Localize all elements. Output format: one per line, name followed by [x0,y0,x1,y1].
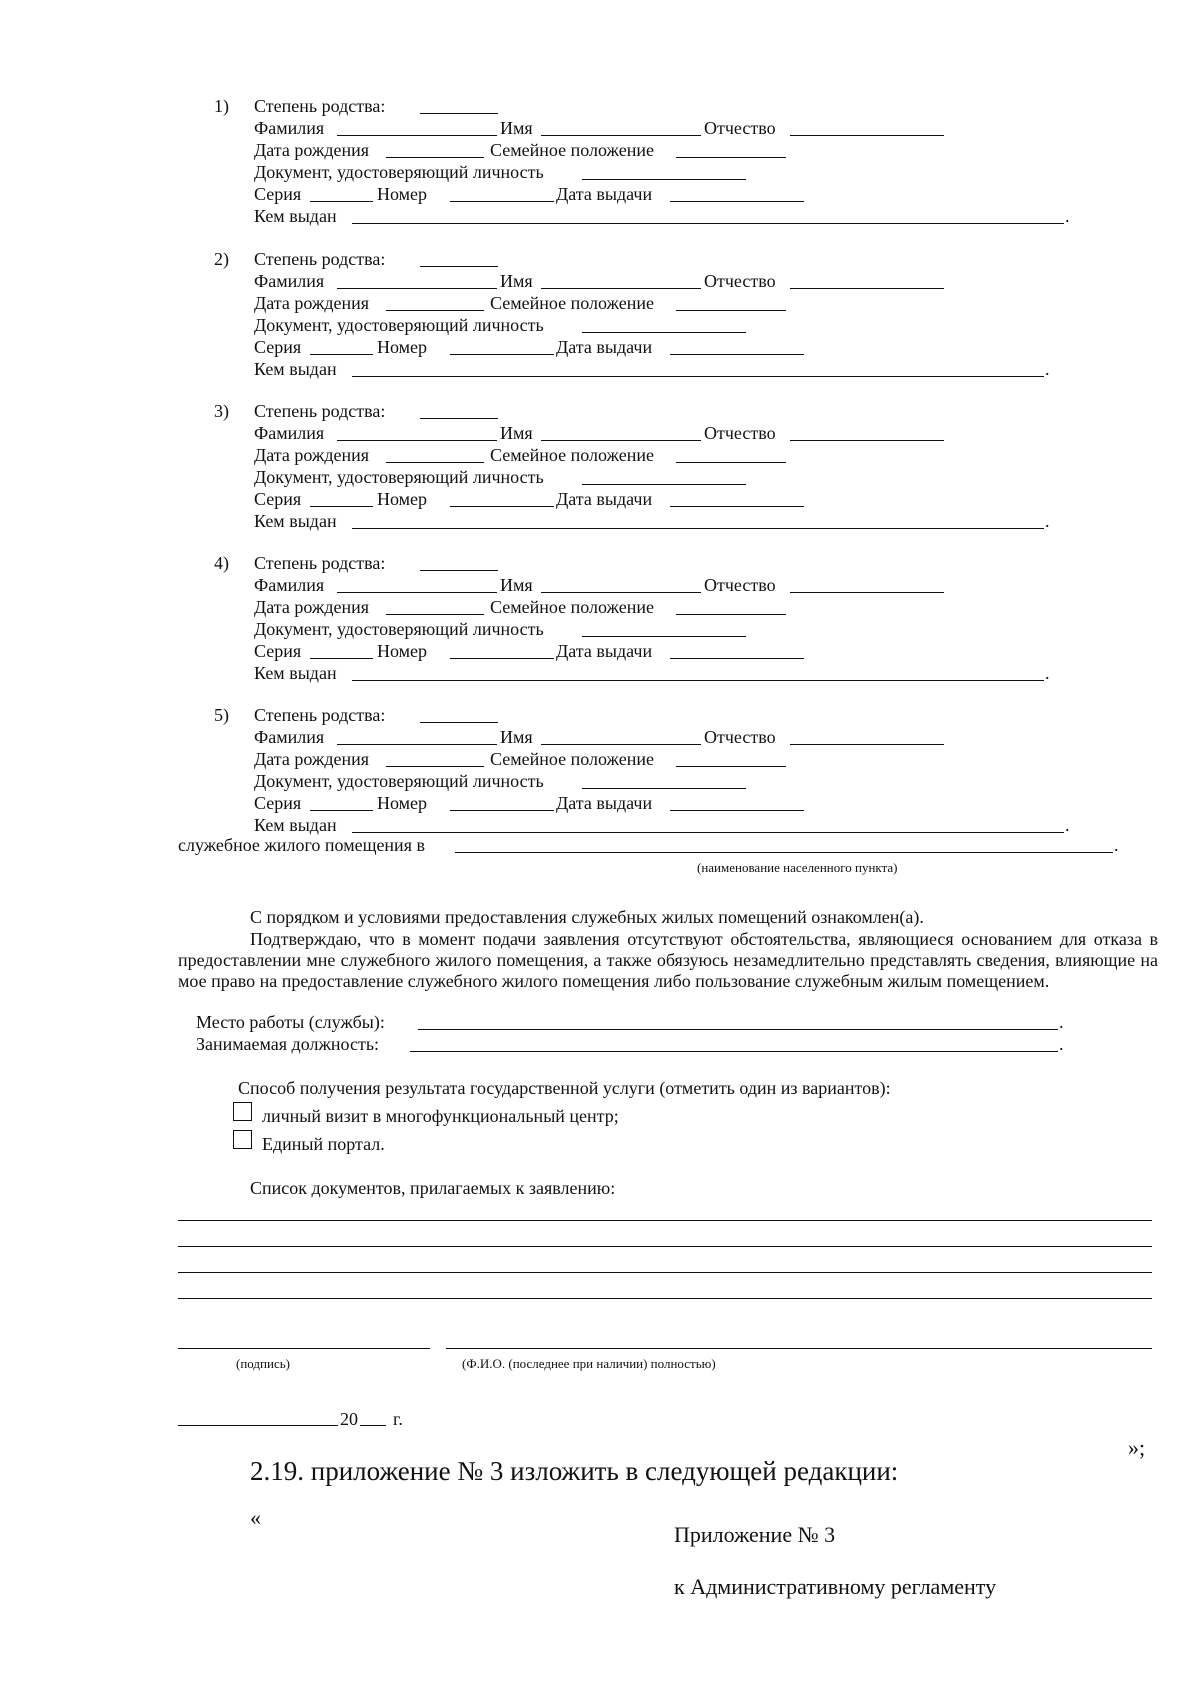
issue-date-field[interactable] [670,354,804,355]
name-field[interactable] [541,288,701,289]
year-suffix: г. [393,1409,403,1429]
number-field[interactable] [450,658,554,659]
issued-by-field[interactable] [352,528,1044,529]
series-field[interactable] [310,658,373,659]
birth-date-field[interactable] [386,766,484,767]
birth-date-label: Дата рождения [254,445,370,465]
relationship-field[interactable] [420,266,498,267]
issue-date-label: Дата выдачи [556,793,653,813]
patronymic-label: Отчество [704,118,776,138]
name-label: Имя [500,118,533,138]
name-field[interactable] [541,744,701,745]
number-field[interactable] [450,810,554,811]
birth-date-label: Дата рождения [254,293,370,313]
name-label: Имя [500,727,533,747]
patronymic-field[interactable] [790,592,944,593]
method-title: Способ получения результата государственной услуги (отметить один из вариантов): [238,1078,891,1098]
relationship-label: Степень родства: [254,705,386,725]
name-field[interactable] [541,135,701,136]
identity-document-field[interactable] [582,788,746,789]
signature-field[interactable] [178,1348,430,1349]
issue-date-label: Дата выдачи [556,337,653,357]
identity-document-label: Документ, удостоверяющий личность [254,467,544,487]
relationship-field[interactable] [420,418,498,419]
birth-date-label: Дата рождения [254,749,370,769]
line-end-period: . [1045,359,1050,379]
relationship-label: Степень родства: [254,553,386,573]
patronymic-field[interactable] [790,744,944,745]
position-field[interactable] [410,1051,1058,1052]
patronymic-label: Отчество [704,575,776,595]
consent-paragraph-2: Подтверждаю, что в момент подачи заявления отсутствуют обстоятельства, являющиеся основанием для отказа в предоставлении мне служебного жилого помещения, а также обязуюсь незамедлительно представлять сведения, влияющие на мое право на предоставление служебного жилого помещения либо пользование служебным жилым помещением. [178,929,1158,991]
identity-document-field[interactable] [582,332,746,333]
series-label: Серия [254,641,302,661]
regulation-label: к Административному регламенту [674,1574,997,1599]
series-label: Серия [254,337,302,357]
marital-status-field[interactable] [676,310,786,311]
identity-document-label: Документ, удостоверяющий личность [254,771,544,791]
marital-status-label: Семейное положение [490,293,654,313]
marital-status-label: Семейное положение [490,597,654,617]
line-end-period: . [1065,815,1070,835]
patronymic-field[interactable] [790,288,944,289]
issued-by-field[interactable] [352,223,1064,224]
patronymic-field[interactable] [790,440,944,441]
issue-date-label: Дата выдачи [556,489,653,509]
docs-list-line-2[interactable] [178,1246,1152,1247]
number-label: Номер [377,641,428,661]
surname-label: Фамилия [254,271,325,291]
docs-list-title: Список документов, прилагаемых к заявлению: [250,1178,616,1198]
surname-field[interactable] [337,744,497,745]
position-label: Занимаемая должность: [196,1034,380,1054]
issued-by-field[interactable] [352,680,1044,681]
surname-field[interactable] [337,288,497,289]
issued-by-label: Кем выдан [254,663,337,683]
birth-date-field[interactable] [386,614,484,615]
number-field[interactable] [450,506,554,507]
issue-date-label: Дата выдачи [556,641,653,661]
issued-by-field[interactable] [352,832,1064,833]
option-mfc-checkbox[interactable] [233,1102,252,1121]
series-label: Серия [254,184,302,204]
series-field[interactable] [310,810,373,811]
issued-by-label: Кем выдан [254,359,337,379]
identity-document-label: Документ, удостоверяющий личность [254,315,544,335]
docs-list-line-4[interactable] [178,1298,1152,1299]
issued-by-label: Кем выдан [254,815,337,835]
issued-by-label: Кем выдан [254,511,337,531]
option-portal-label: Единый портал. [262,1134,385,1154]
option-mfc-label: личный визит в многофункциональный центр; [262,1106,619,1126]
issued-by-field[interactable] [352,376,1044,377]
birth-date-field[interactable] [386,462,484,463]
year-field[interactable] [360,1425,386,1426]
marital-status-field[interactable] [676,157,786,158]
birth-date-label: Дата рождения [254,597,370,617]
issued-by-label: Кем выдан [254,206,337,226]
relative-number: 4) [214,553,229,573]
surname-label: Фамилия [254,423,325,443]
number-label: Номер [377,489,428,509]
relative-number: 3) [214,401,229,421]
issue-date-field[interactable] [670,201,804,202]
name-field[interactable] [541,440,701,441]
patronymic-label: Отчество [704,727,776,747]
relationship-label: Степень родства: [254,401,386,421]
series-label: Серия [254,489,302,509]
relationship-field[interactable] [420,113,498,114]
series-label: Серия [254,793,302,813]
birth-date-field[interactable] [386,310,484,311]
number-label: Номер [377,337,428,357]
document-page: 1) Степень родства: Фамилия Имя Отчество Дата рождения Семейное положение Документ, удостоверяющий личность Серия Номер Дата выдачи Кем выдан . 2) Степень родства: Фамилия Имя Отчество Дата рождения Семейное положение Документ, удостоверяющий личность Серия Номер Дата выдачи Кем выдан . 3) Степень родства: Фамилия Имя Отчество Дата рождения Семейное положение Документ, удостоверяющий личность Серия Номер Дата выдачи Кем выдан . 4) Степень родства: Фамилия Имя Отчество Дата рождения Семейное положение Документ, удостоверяющий личность Серия Номер Дата выдачи Кем выдан . 5) Степень родства: Фамилия Имя Отчество Дата рождения Семейное положение Документ, удостоверяющий личность Серия Номер Дата выдачи Кем выдан . служебное жилого помещения в . (наименование населенного пункта) С порядком и условиями предоставления служебных жилых помещений ознакомлен(а). Подтверждаю, что в момент подачи заявления отсутствуют обстоятельства, являющиеся основанием для отказа в предоставлении мне служебного жилого помещения, а также обязуюсь незамедлительно представлять сведения, влияющие на мое право на предоставление служебного жилого помещения либо пользование служебным жилым помещением. Место работы (службы): . Занимаемая должность: . Способ получения результата государственной услуги (отметить один из вариантов): личный визит в многофункциональный центр; Единый портал. Список документов, прилагаемых к заявлению: (подпись) (Ф.И.О. (последнее при наличии) полностью) 20 г. »; 2.19. приложение № 3 изложить в следующей редакции: « Приложение № 3 к Административному регламенту [178,96,1158,1599]
marital-status-label: Семейное положение [490,445,654,465]
line-end-period: . [1065,206,1070,226]
issue-date-field[interactable] [670,506,804,507]
identity-document-field[interactable] [582,484,746,485]
surname-field[interactable] [337,440,497,441]
closing-quote: »; [1128,1435,1146,1460]
relationship-label: Степень родства: [254,96,386,116]
relationship-label: Степень родства: [254,249,386,269]
identity-document-field[interactable] [582,636,746,637]
surname-field[interactable] [337,592,497,593]
housing-label: служебное жилого помещения в [178,835,425,855]
name-label: Имя [500,575,533,595]
surname-label: Фамилия [254,118,325,138]
date-field[interactable] [178,1425,338,1426]
consent-paragraph-1: С порядком и условиями предоставления служебных жилых помещений ознакомлен(а). [250,907,924,927]
year-prefix: 20 [340,1409,358,1429]
name-field[interactable] [541,592,701,593]
number-field[interactable] [450,354,554,355]
fio-field[interactable] [446,1348,1152,1349]
relationship-field[interactable] [420,570,498,571]
open-quote: « [250,1505,261,1530]
marital-status-label: Семейное положение [490,749,654,769]
housing-location-field[interactable] [455,852,1113,853]
patronymic-field[interactable] [790,135,944,136]
surname-label: Фамилия [254,575,325,595]
issue-date-label: Дата выдачи [556,184,653,204]
relationship-field[interactable] [420,722,498,723]
patronymic-label: Отчество [704,271,776,291]
relative-number: 1) [214,96,229,116]
option-portal-checkbox[interactable] [233,1130,252,1149]
number-field[interactable] [450,201,554,202]
issue-date-field[interactable] [670,658,804,659]
identity-document-label: Документ, удостоверяющий личность [254,162,544,182]
workplace-label: Место работы (службы): [196,1012,385,1032]
workplace-field[interactable] [418,1029,1058,1030]
birth-date-field[interactable] [386,157,484,158]
name-label: Имя [500,423,533,443]
docs-list-line-3[interactable] [178,1272,1152,1273]
patronymic-label: Отчество [704,423,776,443]
marital-status-label: Семейное положение [490,140,654,160]
relative-number: 2) [214,249,229,269]
marital-status-field[interactable] [676,766,786,767]
surname-label: Фамилия [254,727,325,747]
identity-document-label: Документ, удостоверяющий личность [254,619,544,639]
appendix-label: Приложение № 3 [674,1522,836,1547]
docs-list-line-1[interactable] [178,1220,1152,1221]
relative-number: 5) [214,705,229,725]
signature-caption: (подпись) [236,1356,290,1371]
issue-date-field[interactable] [670,810,804,811]
series-field[interactable] [310,506,373,507]
series-field[interactable] [310,354,373,355]
name-label: Имя [500,271,533,291]
amendment-title: 2.19. приложение № 3 изложить в следующей редакции: [250,1456,899,1486]
marital-status-field[interactable] [676,462,786,463]
identity-document-field[interactable] [582,179,746,180]
marital-status-field[interactable] [676,614,786,615]
surname-field[interactable] [337,135,497,136]
birth-date-label: Дата рождения [254,140,370,160]
number-label: Номер [377,793,428,813]
housing-caption: (наименование населенного пункта) [697,860,898,875]
series-field[interactable] [310,201,373,202]
fio-caption: (Ф.И.О. (последнее при наличии) полностью) [462,1356,716,1371]
line-end-period: . [1045,511,1050,531]
number-label: Номер [377,184,428,204]
line-end-period: . [1045,663,1050,683]
